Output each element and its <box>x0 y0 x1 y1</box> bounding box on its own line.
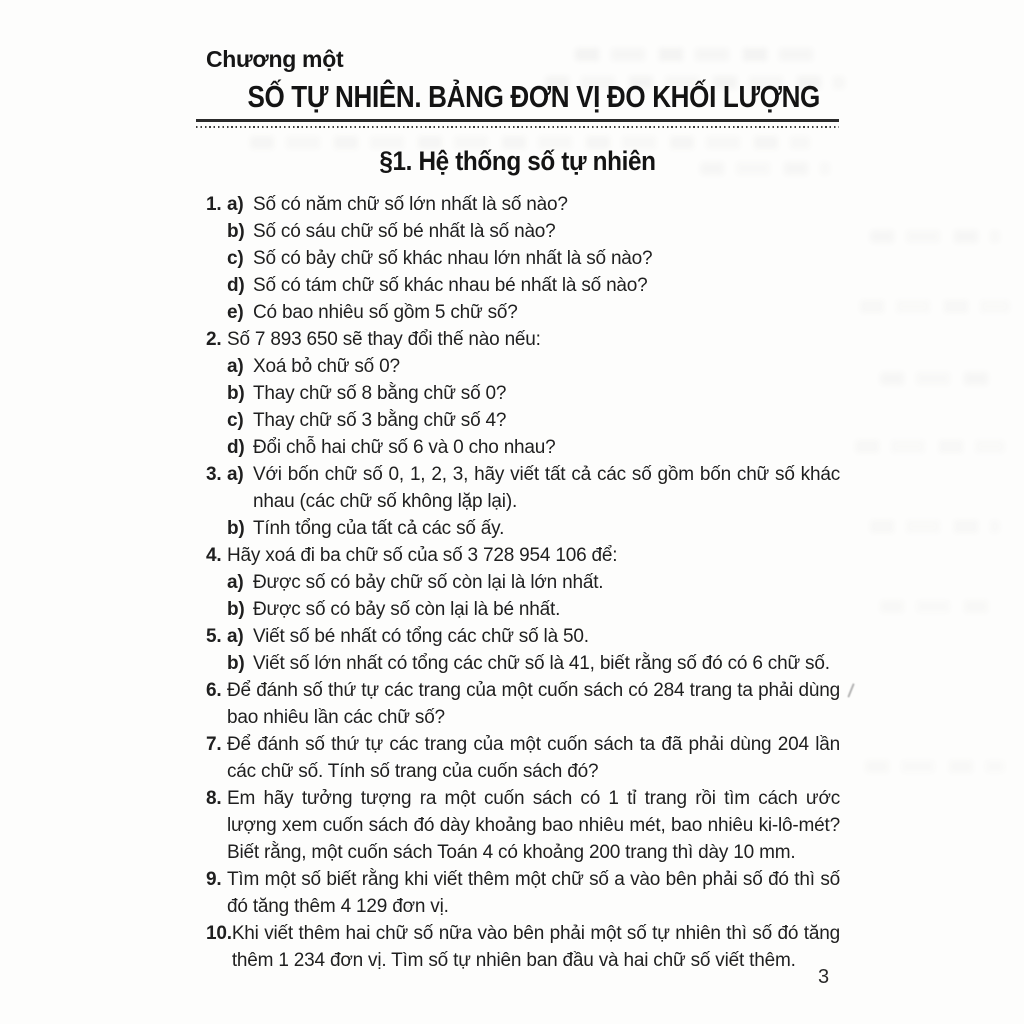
problem-number: 4. <box>206 545 222 566</box>
sub-item-label: b) <box>227 653 245 674</box>
problem-text: Để đánh số thứ tự các trang của một cuốn sách có 284 trang ta phải dùng bao nhiêu lần các chữ số? <box>227 680 840 728</box>
sub-item-text: Số có bảy chữ số khác nhau lớn nhất là số nào? <box>253 248 653 269</box>
problem-3 <box>206 461 840 542</box>
problem-2 <box>206 326 840 461</box>
sub-item-label: a) <box>227 464 244 485</box>
sub-item-text: Viết số bé nhất có tổng các chữ số là 50. <box>253 626 589 647</box>
bleed-through-smudge <box>870 230 1000 243</box>
sub-item-text: Viết số lớn nhất có tổng các chữ số là 41, biết rằng số đó có 6 chữ số. <box>253 653 830 674</box>
problem-content <box>227 542 840 623</box>
problem-intro: Số 7 893 650 sẽ thay đổi thế nào nếu: <box>227 329 541 350</box>
problem-5 <box>206 623 840 677</box>
sub-item <box>227 650 840 677</box>
problem-number: 10. <box>206 923 232 944</box>
sub-item <box>227 380 840 407</box>
sub-item-label: b) <box>227 383 245 404</box>
problem-1 <box>206 191 840 326</box>
bleed-through-smudge <box>880 372 1000 385</box>
problem-number: 8. <box>206 788 222 809</box>
sub-item-text: Xoá bỏ chữ số 0? <box>253 356 400 377</box>
problem-text: Em hãy tưởng tượng ra một cuốn sách có 1 tỉ trang rồi tìm cách ước lượng xem cuốn sách đó dày khoảng bao nhiêu mét, bao nhiêu ki-lô-mét? Biết rằng, một cuốn sách Toán 4 có khoảng 200 trang thì dày 10 mm. <box>227 788 840 863</box>
sub-item <box>227 569 840 596</box>
sub-item <box>227 434 840 461</box>
section-title: §1. Hệ thống số tự nhiên <box>379 146 656 176</box>
bleed-through-smudge <box>865 760 1005 773</box>
sub-item-label: a) <box>227 356 244 377</box>
sub-item-text: Được số có bảy chữ số còn lại là lớn nhất. <box>253 572 604 593</box>
sub-item <box>227 353 840 380</box>
sub-item-text: Được số có bảy số còn lại là bé nhất. <box>253 599 561 620</box>
problem-9 <box>206 866 840 920</box>
bleed-through-smudge <box>870 520 1000 533</box>
problem-10 <box>206 920 840 974</box>
problem-text: Khi viết thêm hai chữ số nữa vào bên phải một số tự nhiên thì số đó tăng thêm 1 234 đơn vị. Tìm số tự nhiên ban đầu và hai chữ số viết thêm. <box>231 923 840 971</box>
sub-item-label: b) <box>227 221 245 242</box>
problem-content <box>227 461 840 542</box>
sub-item <box>227 596 840 623</box>
page-number: 3 <box>818 966 830 988</box>
problem-text: Để đánh số thứ tự các trang của một cuốn sách ta đã phải dùng 204 lần các chữ số. Tính số trang của cuốn sách đó? <box>227 734 840 782</box>
problem-number: 2. <box>206 329 222 350</box>
problem-4 <box>206 542 840 623</box>
problem-content <box>227 326 840 461</box>
problem-number: 1. <box>206 194 222 215</box>
sub-item-text: Có bao nhiêu số gồm 5 chữ số? <box>253 302 518 323</box>
problem-number: 9. <box>206 869 222 890</box>
sub-item-text: Với bốn chữ số 0, 1, 2, 3, hãy viết tất cả các số gồm bốn chữ số khác nhau (các chữ số không lặp lại). <box>253 464 840 512</box>
problem-list <box>206 191 840 974</box>
problem-content <box>227 191 840 326</box>
sub-item-label: b) <box>227 599 245 620</box>
bleed-through-smudge <box>880 600 1000 613</box>
problem-8 <box>206 785 840 866</box>
title-rule-solid <box>196 119 839 122</box>
sub-item <box>227 461 840 515</box>
sub-item-label: d) <box>227 437 245 458</box>
sub-item <box>227 245 840 272</box>
sub-item-text: Thay chữ số 3 bằng chữ số 4? <box>253 410 507 431</box>
sub-item-label: a) <box>227 572 244 593</box>
sub-item <box>227 272 840 299</box>
problem-number: 6. <box>206 680 222 701</box>
problem-6 <box>206 677 840 731</box>
scan-speck <box>847 683 855 698</box>
sub-item <box>227 407 840 434</box>
problem-number: 3. <box>206 464 222 485</box>
sub-item-text: Thay chữ số 8 bằng chữ số 0? <box>253 383 507 404</box>
sub-item <box>227 191 840 218</box>
sub-item <box>227 218 840 245</box>
sub-item-label: e) <box>227 302 244 323</box>
chapter-title: SỐ TỰ NHIÊN. BẢNG ĐƠN VỊ ĐO KHỐI LƯỢNG <box>247 79 820 114</box>
problem-number: 5. <box>206 626 222 647</box>
sub-item-text: Số có năm chữ số lớn nhất là số nào? <box>253 194 568 215</box>
sub-item-text: Số có tám chữ số khác nhau bé nhất là số nào? <box>253 275 648 296</box>
problem-number: 7. <box>206 734 222 755</box>
bleed-through-smudge <box>855 440 1005 453</box>
chapter-label: Chương một <box>206 46 344 72</box>
sub-item-label: b) <box>227 518 245 539</box>
sub-item <box>227 299 840 326</box>
sub-item-label: a) <box>227 194 244 215</box>
title-rule-dotted <box>196 126 839 128</box>
problem-7 <box>206 731 840 785</box>
sub-item-label: a) <box>227 626 244 647</box>
sub-item-text: Số có sáu chữ số bé nhất là số nào? <box>253 221 556 242</box>
sub-item <box>227 515 840 542</box>
sub-item-text: Đổi chỗ hai chữ số 6 và 0 cho nhau? <box>253 437 556 458</box>
sub-item-label: d) <box>227 275 245 296</box>
problem-content <box>227 623 840 677</box>
bleed-through-smudge <box>575 48 825 61</box>
sub-item <box>227 623 840 650</box>
sub-item-label: c) <box>227 410 244 431</box>
problem-text: Tìm một số biết rằng khi viết thêm một chữ số a vào bên phải số đó thì số đó tăng thêm 4 129 đơn vị. <box>227 869 840 917</box>
sub-item-label: c) <box>227 248 244 269</box>
bleed-through-smudge <box>860 300 1010 313</box>
sub-item-text: Tính tổng của tất cả các số ấy. <box>253 518 505 539</box>
problem-intro: Hãy xoá đi ba chữ số của số 3 728 954 106 để: <box>227 545 618 566</box>
